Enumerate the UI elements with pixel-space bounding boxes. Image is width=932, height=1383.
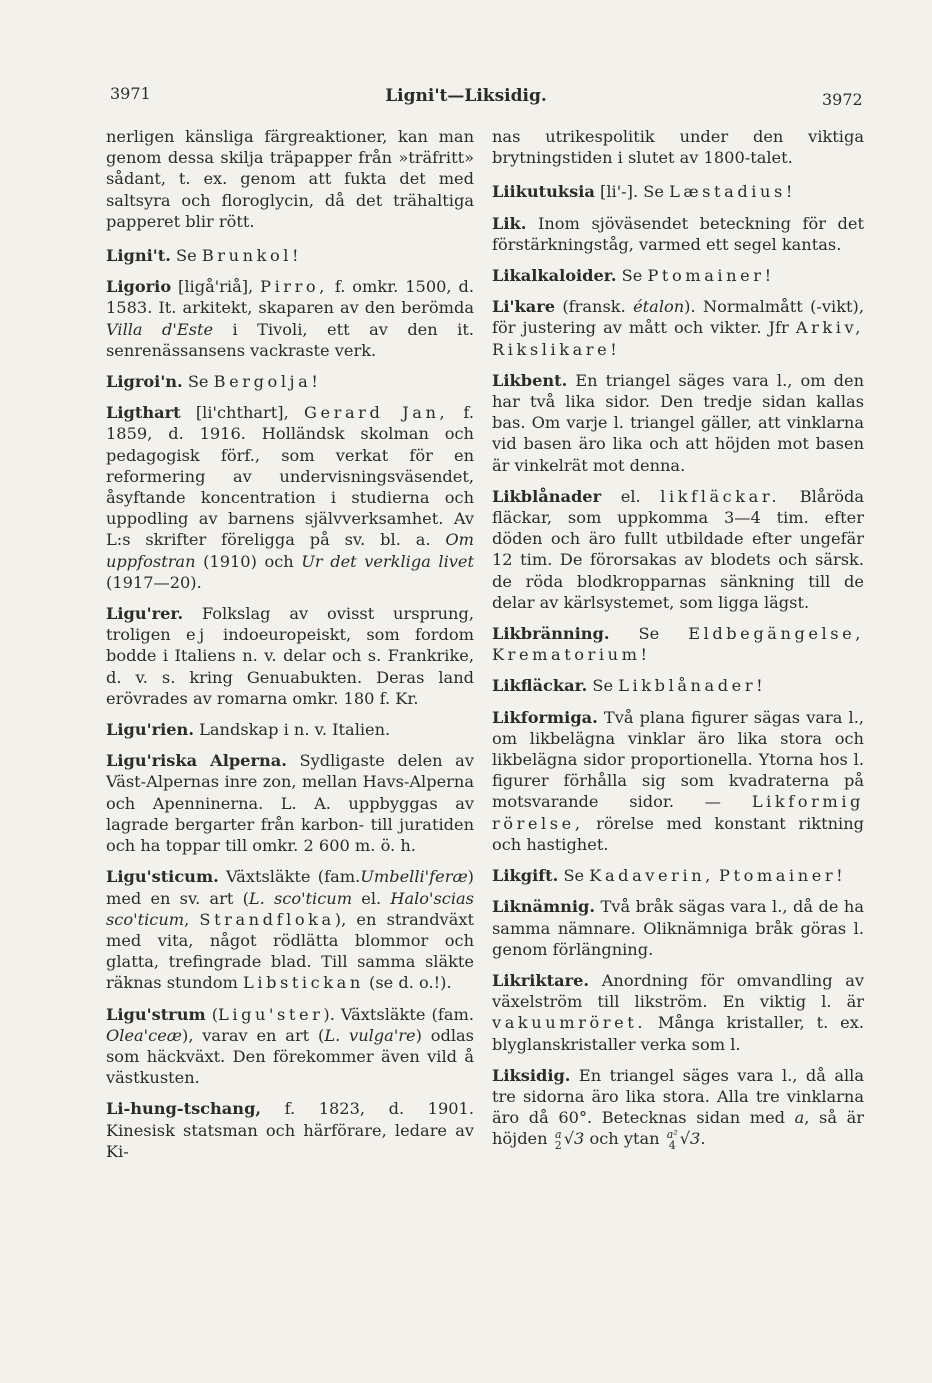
entry-continuation-left: nerligen känsliga färgreaktioner, kan man genom dessa skilja träpapper från »träfritt» sådant, t. ex. genom att fukta det med saltsyra och floroglycin, då det trähaltiga papperet blir rött.: [106, 127, 474, 231]
entry-text: En triangel säges vara l., då alla tre sidorna äro lika stora. Alla tre vinklarna äro då 60°. Betecknas sidan med: [492, 1065, 864, 1128]
entry-text: (fransk.: [562, 297, 626, 317]
entry-likbent: [492, 370, 864, 476]
entry-text: el.: [620, 486, 641, 506]
cross-reference: Ptomainer!: [719, 866, 847, 886]
headword: Ligu'rer.: [106, 604, 184, 624]
fraction-numerator: a: [554, 1127, 562, 1141]
entry-text: Se: [563, 866, 585, 886]
entry-likare: [492, 296, 864, 360]
entry-text: Se: [176, 246, 197, 266]
entry-ligurien: [106, 719, 474, 740]
fraction-numerator: a²: [666, 1127, 678, 1141]
variable: a: [794, 1108, 805, 1128]
headword: Ligu'strum: [106, 1004, 206, 1024]
cross-reference: vakuumröret.: [492, 1013, 647, 1033]
headword: Ligthart: [106, 403, 181, 423]
entry-text: Växtsläkte (fam.: [225, 867, 361, 887]
entry-text: f. omkr. 1500, d. 1583. It. arkitekt, skaparen av den berömda: [106, 277, 474, 318]
entry-text: Sydligaste delen av Väst-Alpernas inre zon, mellan Havs-Alperna och Apenninerna. L. A. uppbyggas av lagrade bergarter från karbon- till juratiden och ha toppar till omkr. 2 600 m. ö. h.: [106, 751, 474, 856]
cross-reference: Kadaverin,: [589, 866, 714, 886]
fraction-denominator: 2: [554, 1138, 562, 1152]
entry-ligusticum: [106, 866, 474, 993]
fraction-area: [667, 1129, 678, 1151]
headword: Likalkaloider.: [492, 266, 617, 286]
headword: Liknämnig.: [492, 897, 596, 917]
entry-lignit: [106, 245, 474, 266]
cross-reference: Arkiv,: [795, 318, 864, 338]
entry-text: Två plana figurer sägas vara l., om likbelägna vinklar äro lika stora och likbelägna sidor proportionella. Ytorna hos l. figurer förhålla sig som kvadraterna på motsvarande sidor. —: [492, 707, 864, 812]
entry-text: el.: [361, 888, 382, 908]
entry-text: (1910) och: [203, 551, 294, 571]
cross-reference: Eldbegängelse,: [688, 624, 864, 644]
headword: Likbränning.: [492, 624, 610, 644]
entry-text: En triangel säges vara l., om den har två lika sidor. Den tredje sidan kallas bas. Om varje l. triangel gäller, att vinklarna vid basen äro lika och att höjden mot basen är vinkelrät mot denna.: [492, 370, 864, 475]
right-column: [492, 126, 864, 1161]
entry-likflackar: [492, 675, 864, 696]
cross-reference: likfläckar.: [660, 486, 781, 506]
headword: Ligroi'n.: [106, 372, 183, 392]
entry-text: Se: [187, 372, 209, 392]
entry-liksidig: [492, 1065, 864, 1151]
square-root: √3: [563, 1129, 585, 1149]
entry-text: .: [700, 1129, 706, 1149]
fraction-denominator: 4: [668, 1138, 676, 1152]
entry-likriktare: [492, 970, 864, 1055]
headword: Likblånader: [492, 486, 602, 506]
entry-text: f. 1859, d. 1916. Holländsk skolman och pedagogisk förf., som verkat för en reformering av undervisningsväsendet, åsyftande koncentration i studierna och uppodling av barnens självverksamhet. Av L:s skrifter föreligga på sv. bl. a.: [106, 403, 474, 550]
entry-likformiga: [492, 707, 864, 855]
species-name: L. sco'ticum: [248, 888, 353, 908]
entry-text: Anordning för omvandling av växelström till likström. En viktig l. är: [492, 970, 864, 1012]
entry-text: och ytan: [589, 1129, 660, 1149]
cross-reference: Likblånader!: [618, 676, 767, 696]
entry-text: ), en strandväxt med vita, något rödlätta blommor och glatta, trefingrade blad. Till samma släkte räknas stundom: [106, 909, 474, 993]
entry-ligroin: [106, 371, 474, 392]
person-name: Pirro,: [260, 277, 328, 297]
entry-text: Landskap i n. v. Italien.: [199, 720, 391, 740]
work-title: Villa d'Este: [106, 319, 214, 339]
entry-liknamnig: [492, 896, 864, 960]
entry-text: ,: [184, 909, 190, 929]
headword: Liksidig.: [492, 1065, 571, 1085]
entry-text: (: [211, 1004, 219, 1024]
entry-li-hung-tschang: [106, 1098, 474, 1162]
entry-text: ) med en sv. art (: [106, 867, 474, 908]
headword: Likgift.: [492, 866, 559, 886]
species-name: L. vulga're: [324, 1025, 416, 1045]
entry-text: (se d. o.!).: [369, 973, 452, 993]
entry-text: [li'-]. Se: [600, 182, 664, 202]
emphasis: ej: [186, 625, 208, 645]
entry-likbranning: [492, 623, 864, 665]
french-term: étalon: [633, 297, 685, 317]
cross-reference: Krematorium!: [492, 645, 651, 665]
headword: Likriktare.: [492, 970, 590, 990]
family-name: Umbelli'feræ: [360, 867, 468, 887]
cross-reference: Ptomainer!: [647, 266, 775, 286]
headword: Liikutuksia: [492, 182, 595, 202]
entry-text: ). Normalmått (-vikt), för justering av mått och vikter. Jfr: [492, 297, 864, 338]
entry-liikutuksia: [492, 181, 864, 202]
cross-reference: Brunkol!: [201, 246, 303, 266]
fraction-height: [555, 1129, 562, 1151]
entry-liguriska-alperna: [106, 750, 474, 856]
right-page-number: 3972: [822, 90, 863, 109]
entry-text: indoeuropeiskt, som fordom bodde i Italiens n. v. delar och s. Frankrike, d. v. s. kring Genuabukten. Deras land erövrades av romarna omkr. 180 f. Kr.: [106, 625, 474, 708]
entry-ligurer: [106, 603, 474, 709]
entry-text: f. 1823, d. 1901. Kinesisk statsman och härförare, ledare av Ki-: [106, 1099, 474, 1161]
entry-text: Två bråk sägas vara l., då de ha samma nämnare. Oliknämniga bråk göras l. genom förlängning.: [492, 897, 864, 959]
left-page-number: 3971: [110, 84, 151, 103]
headword: Ligu'rien.: [106, 720, 194, 740]
headword: Ligu'sticum.: [106, 867, 219, 887]
entry-text: Inom sjöväsendet beteckning för det förstärkningståg, varmed ett segel kantas.: [492, 213, 864, 254]
entry-text: rörelse med konstant riktning och hastighet.: [492, 813, 864, 854]
headword: Ligu'riska Alperna.: [106, 751, 287, 771]
headword: Li-hung-tschang,: [106, 1099, 262, 1119]
entry-lik: [492, 213, 864, 255]
headword: Lik.: [492, 213, 527, 233]
entry-likblanader: [492, 486, 864, 613]
entry-text: Se: [638, 624, 660, 644]
entry-text: ), varav en art (: [182, 1025, 325, 1045]
entry-likgift: [492, 865, 864, 886]
entry-continuation-right: nas utrikespolitik under den viktiga brytningstiden i slutet av 1800-talet.: [492, 127, 864, 168]
entry-text: , så är höjden: [492, 1108, 864, 1149]
entry-text: (1917—20).: [106, 572, 202, 592]
person-name: Gerard Jan,: [304, 403, 449, 423]
entry-text: i Tivoli, ett av den it. senrenässansens vackraste verk.: [106, 319, 474, 360]
entry-text: ) odlas som häckväxt. Den förekommer även vild å västkusten.: [106, 1025, 474, 1088]
running-title: Ligni't—Liksidig.: [385, 86, 547, 106]
entry-text: Folkslag av ovisst ursprung, troligen: [106, 604, 474, 645]
entry-text: Se: [621, 266, 643, 286]
pronunciation: [li'chthart],: [195, 403, 289, 423]
cross-reference: Bergolja!: [213, 372, 322, 392]
cross-reference: Læstadius!: [669, 182, 796, 202]
headword: Likfläckar.: [492, 676, 588, 696]
family-name: Olea'ceæ: [106, 1025, 182, 1045]
species-name: Halo'scias sco'ticum: [106, 888, 474, 929]
headword: Likformiga.: [492, 707, 598, 727]
entry-likalkaloider: [492, 265, 864, 286]
entry-ligthart: [106, 402, 474, 593]
headword: Li'kare: [492, 297, 556, 317]
headword: Ligni't.: [106, 246, 171, 266]
work-title: Om uppfostran: [106, 530, 474, 571]
entry-text: Många kristaller, t. ex. blyglanskristaller verka som l.: [492, 1013, 864, 1054]
headword: Ligorio: [106, 277, 172, 297]
cross-reference: Libstickan: [243, 973, 364, 993]
cross-reference: Ligu'ster: [218, 1004, 324, 1024]
left-column: [106, 126, 474, 1172]
headword: Likbent.: [492, 370, 568, 390]
entry-text: Se: [592, 676, 614, 696]
entry-text: Blåröda fläckar, som uppkomma 3—4 tim. efter döden och äro fullt utbildade efter ungefär 12 tim. De förorsakas av blodets och särsk. de röda blodkropparnas sänkning till de delar av kärlsystemet, som ligga lägst.: [492, 486, 864, 612]
cross-reference: Likformig rörelse,: [492, 792, 864, 833]
work-title: Ur det verkliga livet: [301, 551, 474, 571]
cross-reference: Strandfloka: [199, 909, 335, 929]
cross-reference: Rikslikare!: [492, 339, 621, 359]
pronunciation: [ligå'riå],: [178, 277, 254, 297]
entry-text: ). Växtsläkte (fam.: [323, 1004, 474, 1024]
entry-ligorio: [106, 276, 474, 361]
entry-ligustrum: [106, 1004, 474, 1089]
square-root: √3: [679, 1129, 701, 1149]
